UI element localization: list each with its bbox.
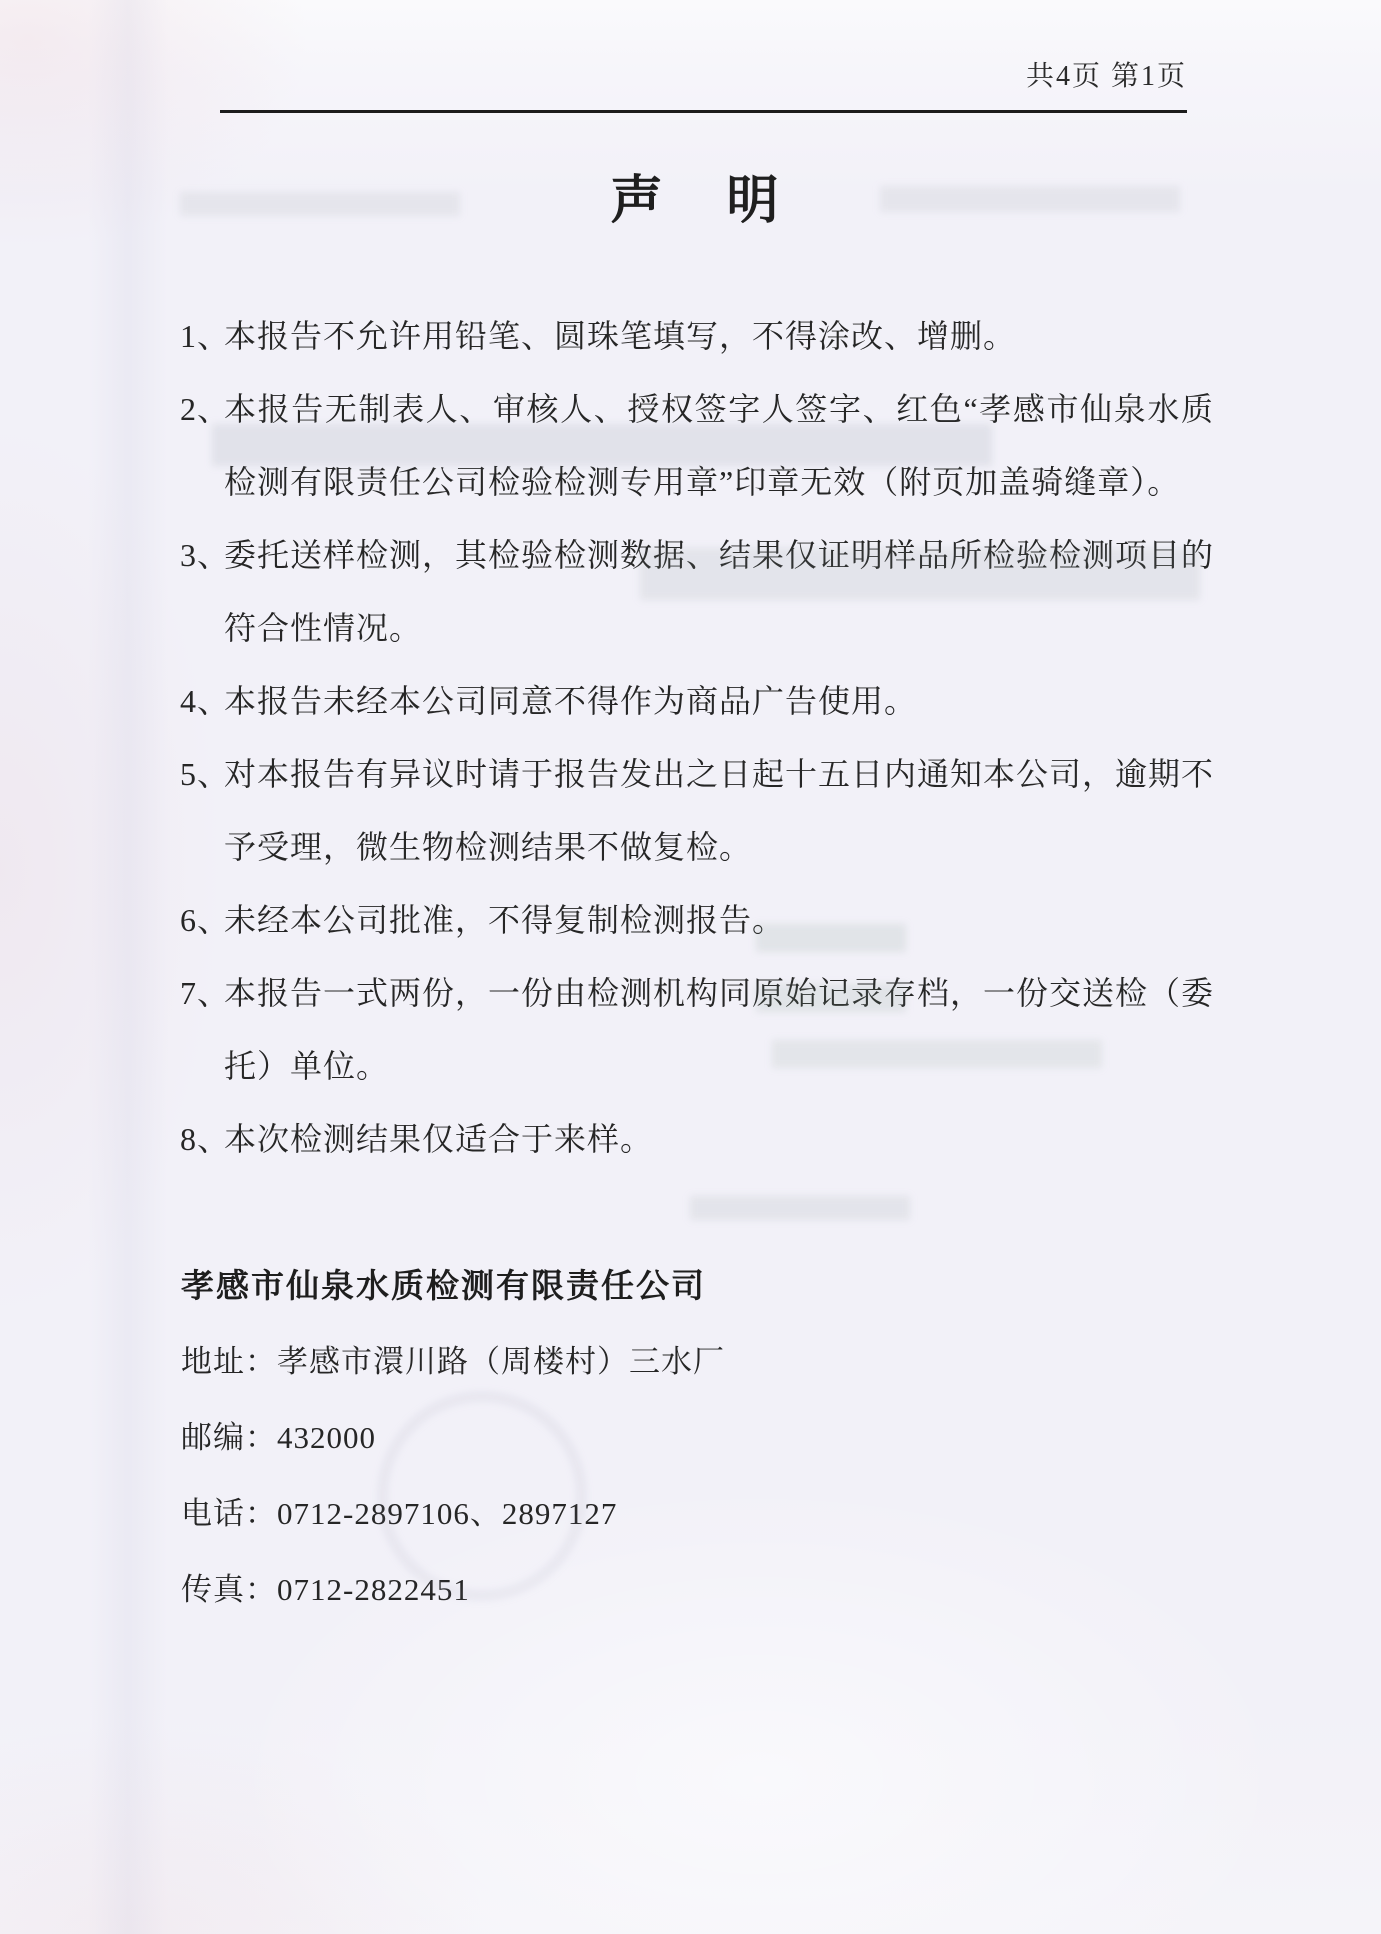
declaration-item-5 (180, 738, 1214, 884)
item-text: 本报告未经本公司同意不得作为商品广告使用。 (224, 683, 918, 719)
page-title: 声 明 (610, 172, 785, 230)
page-number: 共4页 第1页 (1025, 61, 1187, 92)
item-number: 2、 (180, 391, 231, 427)
company-phone: 电话：0712-2897106、2897127 (181, 1496, 618, 1531)
declaration-item-4 (180, 665, 1214, 738)
item-number: 5、 (180, 756, 231, 792)
item-text: 委托送样检测，其检验检测数据、结果仅证明样品所检验检测项目的符合性情况。 (224, 537, 1215, 646)
company-info-block (181, 1248, 1215, 1628)
declaration-item-7 (180, 957, 1214, 1103)
declaration-item-2 (180, 373, 1214, 519)
item-text: 对本报告有异议时请于报告发出之日起十五日内通知本公司，逾期不予受理，微生物检测结果不做复检。 (224, 756, 1215, 865)
company-address: 地址：孝感市澴川路（周楼村）三水厂 (181, 1344, 725, 1379)
header-rule (220, 110, 1187, 113)
declaration-item-6 (180, 884, 1214, 957)
item-text: 未经本公司批准，不得复制检测报告。 (224, 902, 786, 938)
item-text: 本次检测结果仅适合于来样。 (224, 1121, 654, 1157)
declaration-item-8 (180, 1103, 1214, 1176)
declaration-item-1 (180, 300, 1214, 373)
item-number: 4、 (180, 683, 231, 719)
item-number: 6、 (180, 902, 231, 938)
bleed-through-artifact (690, 1196, 910, 1220)
declaration-item-3 (180, 519, 1214, 665)
item-number: 8、 (180, 1121, 231, 1157)
item-text: 本报告无制表人、审核人、授权签字人签字、红色“孝感市仙泉水质检测有限责任公司检验检测专用章”印章无效（附页加盖骑缝章）。 (224, 391, 1214, 500)
item-number: 1、 (180, 318, 231, 354)
company-postal-code: 邮编：432000 (181, 1420, 376, 1455)
item-text: 本报告不允许用铅笔、圆珠笔填写，不得涂改、增删。 (224, 318, 1017, 354)
item-text: 本报告一式两份，一份由检测机构同原始记录存档，一份交送检（委托）单位。 (224, 975, 1215, 1084)
company-name: 孝感市仙泉水质检测有限责任公司 (181, 1267, 706, 1304)
item-number: 3、 (180, 537, 231, 573)
company-fax: 传真：0712-2822451 (181, 1572, 470, 1607)
item-number: 7、 (180, 975, 231, 1011)
declaration-list (180, 300, 1214, 1176)
